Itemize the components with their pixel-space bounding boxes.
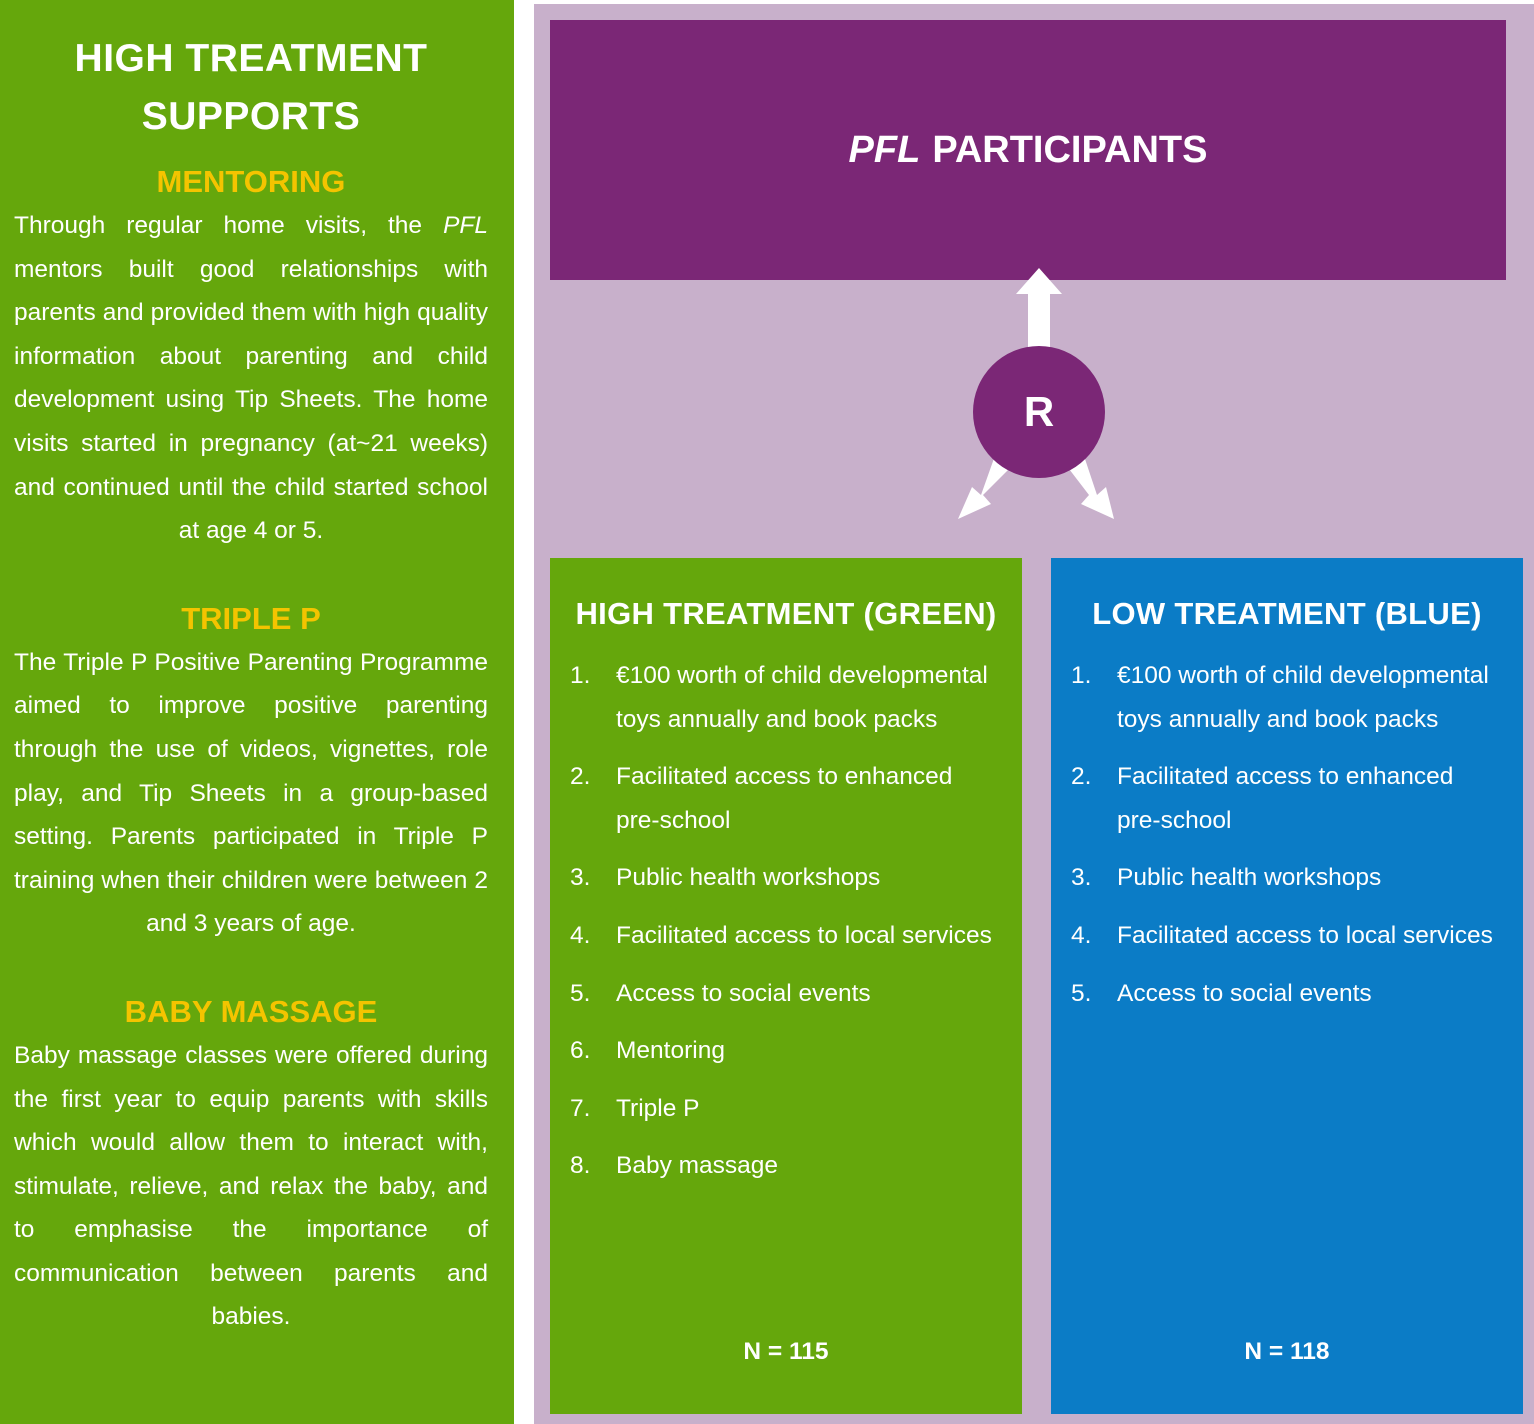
list-item [550,1144,1022,1188]
list-item [1051,755,1523,842]
low-treatment-list [1051,654,1523,1015]
item-number: 2. [1071,763,1092,791]
item-number: 5. [1071,979,1092,1007]
arrow-up-icon [1016,268,1062,350]
low-treatment-title: LOW TREATMENT (BLUE) [1092,596,1482,631]
triple-p-text: The Triple P Positive Parenting Programme aimed to improve positive parenting through the use of videos, vignettes, role play, and Tip Sheets in a group-based setting. Parents participated in Triple P training when their children were between 2 and 3 years of age. [14,648,488,938]
list-item [550,972,1022,1016]
mentoring-text-part1: Through regular home visits, the [14,212,444,239]
item-number: 4. [570,921,591,949]
item-number: 5. [570,979,591,1007]
list-item [1051,914,1523,958]
low-treatment-box [1051,558,1523,1414]
study-design-diagram [534,4,1534,1424]
item-text: Facilitated access to local services [616,921,992,949]
item-text: €100 worth of child developmental toys annually and book packs [616,662,988,733]
list-item [550,755,1022,842]
high-treatment-n: N = 115 [743,1338,829,1365]
list-item [1051,654,1523,741]
mentoring-text-part2: mentors built good relationships with parents and provided them with high quality information about parenting and child development using Tip Sheets. The home visits started in pregnancy (at~21 weeks) and continued until the child started school at age 4 or 5. [14,255,488,545]
baby-massage-heading: BABY MASSAGE [124,993,378,1029]
participants-label: PARTICIPANTS [932,128,1208,171]
low-treatment-n: N = 118 [1244,1338,1330,1365]
list-item [550,1029,1022,1073]
list-item [550,856,1022,900]
mentoring-text [14,204,488,553]
randomisation-label: R [1023,388,1055,435]
high-treatment-box [550,558,1022,1414]
item-number: 2. [570,763,591,791]
triple-p-heading: TRIPLE P [181,600,321,636]
item-text: Public health workshops [1117,864,1382,892]
item-number: 8. [570,1152,591,1180]
participants-pfl: PFL [848,128,921,171]
mentoring-heading: MENTORING [156,164,346,199]
item-number: 6. [570,1037,591,1065]
supports-title-line2: SUPPORTS [141,95,361,138]
item-text: Access to social events [616,979,871,1007]
item-text: Facilitated access to local services [1117,921,1493,949]
item-number: 7. [570,1094,591,1122]
supports-title [14,0,488,146]
supports-panel [0,0,514,1424]
list-item [1051,972,1523,1016]
item-text: Public health workshops [616,864,881,892]
item-text: Facilitated access to enhanced pre-school [1117,763,1454,834]
mentoring-text-pfl: PFL [443,212,488,239]
list-item [550,654,1022,741]
high-treatment-title: HIGH TREATMENT (GREEN) [575,596,997,631]
randomisation-graphic [534,4,1534,558]
item-text: Triple P [616,1094,700,1122]
list-item [550,914,1022,958]
item-number: 1. [1071,662,1092,689]
item-number: 1. [570,662,591,689]
list-item [550,1087,1022,1131]
item-text: Baby massage [616,1152,779,1180]
item-number: 3. [570,864,591,892]
item-number: 3. [1071,864,1092,892]
baby-massage-text: Baby massage classes were offered during the first year to equip parents with skills which would allow them to interact with, stimulate, relieve, and relax the baby, and to emphasise the importance of communication between parents and babies. [14,1041,488,1331]
item-text: Facilitated access to enhanced pre-school [616,763,953,834]
list-item [1051,856,1523,900]
item-text: Mentoring [616,1037,725,1065]
item-text: Access to social events [1117,979,1372,1007]
supports-title-line1: HIGH TREATMENT [74,37,428,80]
high-treatment-list [550,654,1022,1188]
item-number: 4. [1071,921,1092,949]
item-text: €100 worth of child developmental toys annually and book packs [1117,662,1489,733]
